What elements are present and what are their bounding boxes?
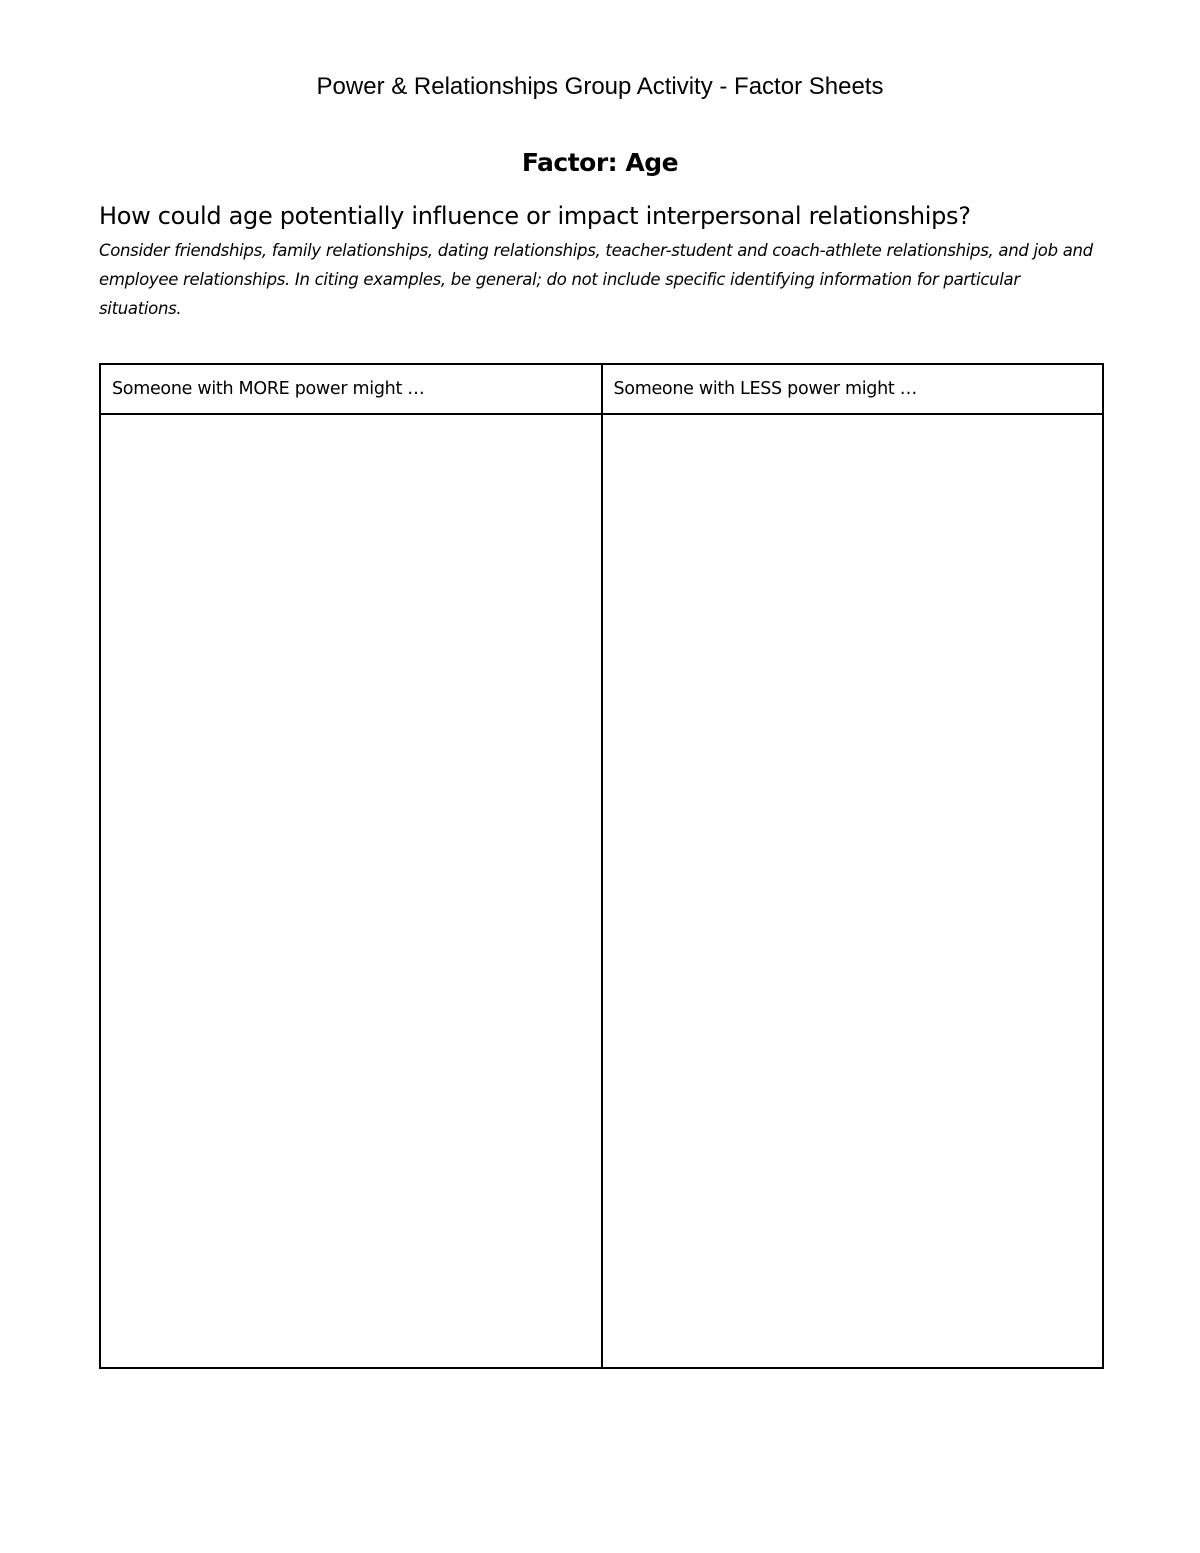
more-power-column-header: Someone with MORE power might … [100,364,602,414]
table-response-row [100,414,1103,1368]
instructions-text: Consider friendships, family relationships, dating relationships, teacher-student and coach-athlete relationships, and job and employee relationships. In citing examples, be general; do not include specific identifying information for particular situations. [99,241,1093,318]
power-comparison-table [99,363,1104,1369]
table-header-row [100,364,1103,414]
less-power-response-cell[interactable] [602,414,1104,1368]
more-power-response-cell[interactable] [100,414,602,1368]
less-power-column-header: Someone with LESS power might … [602,364,1104,414]
document-title: Power & Relationships Group Activity - Factor Sheets [316,73,884,100]
prompt-question: How could age potentially influence or impact interpersonal relationships? [99,202,971,230]
factor-heading: Factor: Age [521,148,679,177]
